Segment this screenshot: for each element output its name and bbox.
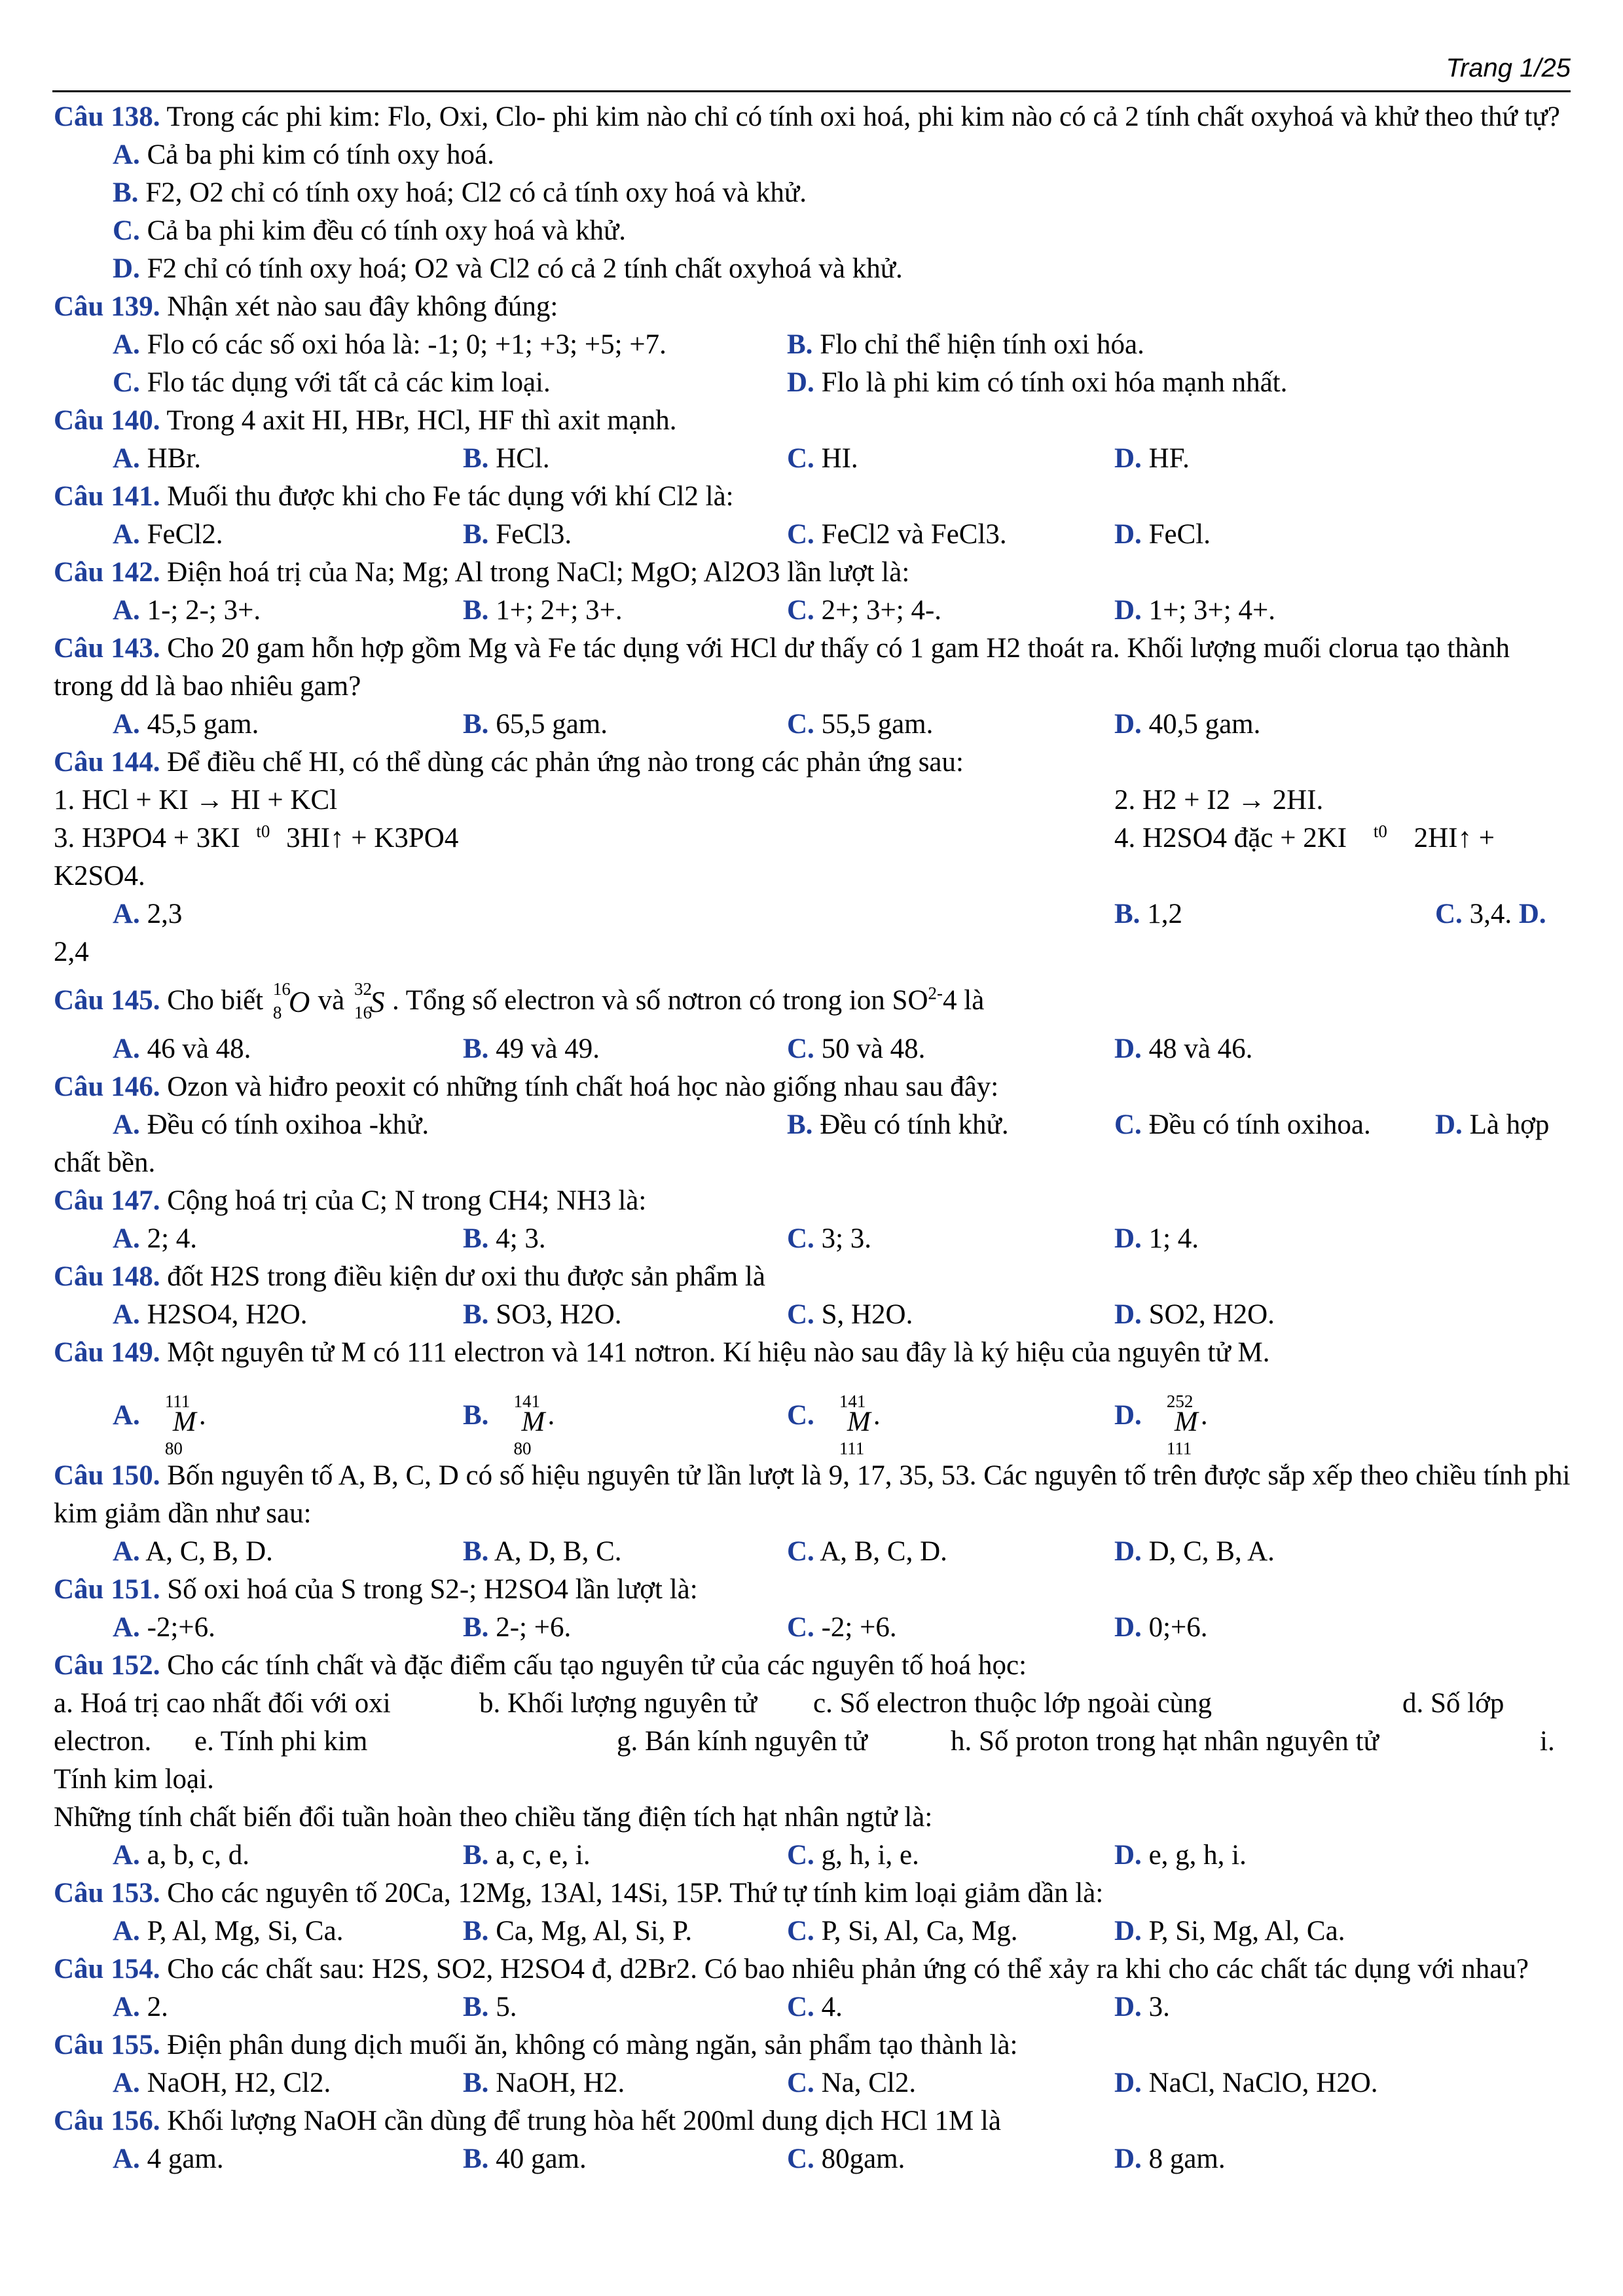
option-c: C. 2+; 3+; 4-. <box>787 595 942 626</box>
page-number: Trang 1/25 <box>1446 54 1571 82</box>
option-d: D. Flo là phi kim có tính oxi hóa mạnh nhất. <box>787 367 1288 398</box>
reaction-row <box>54 819 1573 857</box>
option-b: B. 141 M 80 . <box>463 1391 555 1458</box>
option-d: D. SO2, H2O. <box>1114 1299 1275 1330</box>
option-d: D. FeCl. <box>1114 519 1211 550</box>
option-d: D. F2 chỉ có tính oxy hoá; O2 và Cl2 có cả 2 tính chất oxyhoá và khử. <box>113 253 903 284</box>
option-c: C. A, B, C, D. <box>787 1536 947 1567</box>
option-d-wrap: chất bền. <box>54 1147 156 1178</box>
option-b: B. 1,2 <box>1114 899 1182 929</box>
option-c: C. P, Si, Al, Ca, Mg. <box>787 1916 1018 1946</box>
option-b: B. 1+; 2+; 3+. <box>463 595 623 626</box>
question-138 <box>54 98 1573 136</box>
options-row <box>54 2140 1573 2178</box>
option-a: A. 1-; 2-; 3+. <box>113 595 261 626</box>
option-a: A. 46 và 48. <box>113 1033 251 1064</box>
option-a: A. NaOH, H2, Cl2. <box>113 2068 331 2098</box>
question-147: Câu 147. Cộng hoá trị của C; N trong CH4; NH3 là: <box>54 1185 647 1216</box>
option-d: 2,4 <box>54 937 89 967</box>
options-row <box>54 1988 1573 2026</box>
option-d: D. 1+; 3+; 4+. <box>1114 595 1275 626</box>
option-b: B. 4; 3. <box>463 1223 546 1254</box>
options-row <box>54 364 1573 402</box>
question-154: Câu 154. Cho các chất sau: H2S, SO2, H2SO4 đ, d2Br2. Có bao nhiêu phản ứng có thể xảy ra khi cho các chất tác dụng với nhau? <box>54 1954 1529 1984</box>
property-row: a. Hoá trị cao nhất đối với oxi b. Khối lượng nguyên tử c. Số electron thuộc lớp ngoài cùng d. Số lớp <box>54 1688 1504 1719</box>
option-a: A. 2; 4. <box>113 1223 198 1254</box>
question-152: Câu 152. Cho các tính chất và đặc điểm cấu tạo nguyên tử của các nguyên tố hoá học: <box>54 1650 1027 1681</box>
option-a: A. 2,3 <box>113 899 183 929</box>
question-156: Câu 156. Khối lượng NaOH cần dùng để trung hòa hết 200ml dung dịch HCl 1M là <box>54 2106 1001 2136</box>
question-text: Trong các phi kim: Flo, Oxi, Clo- phi kim nào chỉ có tính oxi hoá, phi kim nào có cả 2 tính chất oxyhoá và khử theo thứ tự? <box>160 101 1560 132</box>
options-row <box>54 1220 1573 1258</box>
question-139: Câu 139. Nhận xét nào sau đây không đúng: <box>54 291 558 322</box>
option-c: C. -2; +6. <box>787 1612 897 1643</box>
option-c: C. 3; 3. <box>787 1223 872 1254</box>
options-row <box>54 1030 1573 1068</box>
document-body: Câu 138. Trong các phi kim: Flo, Oxi, Clo- phi kim nào chỉ có tính oxi hoá, phi kim nào có cả 2 tính chất oxyhoá và khử theo thứ tự? A. Cả ba phi kim có tính oxy hoá. B. F2, O2 chỉ có tính oxy hoá; Cl2 có cả tính oxy hoá và khử. C. Cả ba phi kim đều có tính oxy hoá và khử. D. F2 chỉ có tính oxy hoá; O2 và Cl2 có cả 2 tính chất oxyhoá và khử. Câu 139. Nhận xét nào sau đây không đúng: A. Flo có các số oxi hóa là: -1; 0; +1; +3; +5; +7. B. Flo chỉ thể hiện tính oxi hóa. C. Flo tác dụng với tất cả các kim loại. D. Flo là phi kim có tính oxi hóa mạnh nhất. Câu 140. Trong 4 axit HI, HBr, HCl, HF thì axit mạnh. A. HBr. B. HCl. C. HI. D. HF. Câu 141. Muối thu được khi cho Fe tác dụng với khí Cl2 là: A. FeCl2. B. FeCl3. C. FeCl2 và FeCl3. D. FeCl. Câu 142. Điện hoá trị của Na; Mg; Al trong NaCl; MgO; Al2O3 lần lượt là: A. 1-; 2-; 3+. B. 1+; 2+; 3+. C. 2+; 3+; 4-. D. 1+; 3+; 4+. Câu 143. Cho 20 gam hỗn hợp gồm Mg và Fe tác dụng với HCl dư thấy có 1 gam H2 thoát ra. Khối lượng muối clorua tạo thành trong dd là bao nhiêu gam? A. 45,5 gam. B. 65,5 gam. C. 55,5 gam. D. 40,5 gam. Câu 144. Để điều chế HI, có thể dùng các phản ứng nào trong các phản ứng sau: 1. HCl + KI → HI + KCl 2. H2 + I2 → 2HI. 3. H3PO4 + 3KI $^{t0}$ 3HI↑ + K3PO4 4. H2SO4 đặc + 2KI $^{t0}$ 2HI↑ + K2SO4. A. 2,3 B. 1,2 C. 3,4. D. 2,4 Câu 145. Cho biết 16 8 O và 32 16 S . Tổng số electron và số nơtron có trong ion $SO^{2-}4$ là A. 46 và 48. B. 49 và 49. C. 50 và 48. D. 48 và 46. Câu 146. Ozon và hiđro peoxit có những tính chất hoá học nào giống nhau sau đây: A. Đều có tính oxihoa -khử. B. Đều có tính khử. C. Đều có tính oxihoa. D. Là hợp chất bền. Câu 147. Cộng hoá trị của C; N trong CH4; NH3 là: A. 2; 4. B. 4; 3. C. 3; 3. D. 1; 4. Câu 148. đốt H2S trong điều kiện dư oxi thu được sản phẩm là A. H2SO4, H2O. B. SO3, H2O. C. S, H2O. D. SO2, H2O. Câu 149. Một nguyên tử M có 111 electron và 141 nơtron. Kí hiệu nào sau đây là ký hiệu của nguyên tử M. A. 111 M 80 . B. 141 M 80 . C. 141 M 111 . D. 252 M 111 . Câu 150. Bốn nguyên tố A, B, C, D có số hiệu nguyên tử lần lượt là 9, 17, 35, 53. Các nguyên tố trên được sắp xếp theo chiều tính phi kim giảm dần như sau: A. A, C, B, D. B. A, D, B, C. C. A, B, C, D. D. D, C, B, A. Câu 151. Số oxi hoá của S trong S2-; H2SO4 lần lượt là: A. -2;+6. B. 2-; +6. C. -2; +6. D. 0;+6. Câu 152. Cho các tính chất và đặc điểm cấu tạo nguyên tử của các nguyên tố hoá học: a. Hoá trị cao nhất đối với oxi b. Khối lượng nguyên tử c. Số electron thuộc lớp ngoài cùng d. Số lớp electron. e. Tính phi kim g. Bán kính nguyên tử h. Số proton trong hạt nhân nguyên tử i. Tính kim loại. Những tính chất biến đổi tuần hoàn theo chiều tăng điện tích hạt nhân ngtử là: A. a, b, c, d. B. a, c, e, i. C. g, h, i, e. D. e, g, h, i. Câu 153. Cho các nguyên tố 20Ca, 12Mg, 13Al, 14Si, 15P. Thứ tự tính kim loại giảm dần là: A. P, Al, Mg, Si, Ca. B. Ca, Mg, Al, Si, P. C. P, Si, Al, Ca, Mg. D. P, Si, Mg, Al, Ca. Câu 154. Cho các chất sau: H2S, SO2, H2SO4 đ, d2Br2. Có bao nhiêu phản ứng có thể xảy ra khi cho các chất tác dụng với nhau? A. 2. B. 5. C. 4. D. 3. Câu 155. Điện phân dung dịch muối ăn, không có màng ngăn, sản phẩm tạo thành là: A. NaOH, H2, Cl2. B. NaOH, H2. C. Na, Cl2. D. NaCl, NaClO, H2O. Câu 156. Khối lượng NaOH cần dùng để trung hòa hết 200ml dung dịch HCl 1M là A. 4 gam. B. 40 gam. C. 80gam. D. 8 gam. <box>54 98 1573 2178</box>
options-row <box>54 1106 1573 1144</box>
option-d: D. 40,5 gam. <box>1114 709 1261 740</box>
question-141: Câu 141. Muối thu được khi cho Fe tác dụng với khí Cl2 là: <box>54 481 734 512</box>
option-b: B. SO3, H2O. <box>463 1299 622 1330</box>
option-c: C. Flo tác dụng với tất cả các kim loại. <box>113 367 551 398</box>
option-b: B. a, c, e, i. <box>463 1840 591 1871</box>
option-c: C. S, H2O. <box>787 1299 913 1330</box>
page-header <box>52 51 1571 92</box>
question-153: Câu 153. Cho các nguyên tố 20Ca, 12Mg, 13Al, 14Si, 15P. Thứ tự tính kim loại giảm dần là: <box>54 1878 1104 1909</box>
option-c: C. 80gam. <box>787 2144 905 2174</box>
reaction-4: 4. H2SO4 đặc + 2KI $^{t0}$ 2HI↑ + <box>1114 821 1495 853</box>
options-row <box>54 440 1573 478</box>
option-c: C. HI. <box>787 443 858 474</box>
option-c: C. Na, Cl2. <box>787 2068 917 2098</box>
question-151: Câu 151. Số oxi hoá của S trong S2-; H2SO4 lần lượt là: <box>54 1574 698 1605</box>
option-d: D. e, g, h, i. <box>1114 1840 1247 1871</box>
option-b: B. A, D, B, C. <box>463 1536 622 1567</box>
option-a: A. -2;+6. <box>113 1612 215 1643</box>
option-b: B. 40 gam. <box>463 2144 587 2174</box>
option-a: A. HBr. <box>113 443 201 474</box>
option-c: C. g, h, i, e. <box>787 1840 919 1871</box>
option-b: B. 65,5 gam. <box>463 709 608 740</box>
option-b: B. Flo chỉ thể hiện tính oxi hóa. <box>787 329 1144 360</box>
question-148: Câu 148. đốt H2S trong điều kiện dư oxi thu được sản phẩm là <box>54 1261 765 1292</box>
option-c: C. FeCl2 và FeCl3. <box>787 519 1007 550</box>
option-a: A. Đều có tính oxihoa -khử. <box>113 1109 429 1140</box>
option-b: B. 49 và 49. <box>463 1033 600 1064</box>
options-row <box>54 1837 1573 1874</box>
option-d: D. 48 và 46. <box>1114 1033 1253 1064</box>
option-a: A. Cả ba phi kim có tính oxy hoá. <box>113 139 494 170</box>
option-d: D. HF. <box>1114 443 1190 474</box>
option-a: A. 45,5 gam. <box>113 709 259 740</box>
reaction-3: 3. H3PO4 + 3KI $^{t0}$ 3HI↑ + K3PO4 <box>54 821 459 853</box>
options-row <box>54 326 1573 364</box>
option-b: B. HCl. <box>463 443 550 474</box>
option-b: B. F2, O2 chỉ có tính oxy hoá; Cl2 có cả tính oxy hoá và khử. <box>113 177 807 208</box>
option-d: D. D, C, B, A. <box>1114 1536 1275 1567</box>
option-b: B. FeCl3. <box>463 519 572 550</box>
option-a: A. Flo có các số oxi hóa là: -1; 0; +1; +3; +5; +7. <box>113 329 666 360</box>
option-c: C. 55,5 gam. <box>787 709 934 740</box>
option-c: C. 3,4. D. <box>1435 899 1546 929</box>
option-d: D. 0;+6. <box>1114 1612 1208 1643</box>
reaction-row <box>54 781 1573 819</box>
question-140: Câu 140. Trong 4 axit HI, HBr, HCl, HF thì axit mạnh. <box>54 405 677 436</box>
question-145: Câu 145. Cho biết 16 8 O và 32 16 S . Tổng số electron và số nơtron có trong ion $SO^{2-}4$ là <box>54 979 985 1022</box>
option-d: D. 8 gam. <box>1114 2144 1226 2174</box>
options-row <box>54 1296 1573 1334</box>
option-c: C. Đều có tính oxihoa. <box>1114 1109 1371 1140</box>
options-row <box>54 1912 1573 1950</box>
option-d: D. NaCl, NaClO, H2O. <box>1114 2068 1378 2098</box>
reaction-1: 1. HCl + KI → HI + KCl <box>54 785 338 816</box>
options-row <box>54 1372 1573 1457</box>
oxygen-16-symbol: 16 8 O <box>272 979 310 1022</box>
question-146: Câu 146. Ozon và hiđro peoxit có những tính chất hoá học nào giống nhau sau đây: <box>54 1071 999 1102</box>
option-c: C. Cả ba phi kim đều có tính oxy hoá và khử. <box>113 215 627 246</box>
option-d: D. 252 M 111 . <box>1114 1391 1208 1458</box>
property-row: electron. e. Tính phi kim g. Bán kính nguyên tử h. Số proton trong hạt nhân nguyên tử i. <box>54 1726 1555 1757</box>
question-number: Câu 138. <box>54 101 160 132</box>
option-a: A. 2. <box>113 1992 168 2022</box>
options-row <box>54 1533 1573 1571</box>
question-155: Câu 155. Điện phân dung dịch muối ăn, không có màng ngăn, sản phẩm tạo thành là: <box>54 2030 1018 2060</box>
option-a: A. 111 M 80 . <box>113 1391 206 1458</box>
option-d: D. P, Si, Mg, Al, Ca. <box>1114 1916 1345 1946</box>
reaction-4-wrap: K2SO4. <box>54 861 145 891</box>
option-a: A. FeCl2. <box>113 519 223 550</box>
question-143: Câu 143. Cho 20 gam hỗn hợp gồm Mg và Fe tác dụng với HCl dư thấy có 1 gam H2 thoát ra. Khối lượng muối clorua tạo thành trong dd là bao nhiêu gam? <box>54 633 1510 702</box>
options-row <box>54 706 1573 744</box>
question-149: Câu 149. Một nguyên tử M có 111 electron và 141 nơtron. Kí hiệu nào sau đây là ký hiệu của nguyên tử M. <box>54 1337 1270 1368</box>
option-a: A. P, Al, Mg, Si, Ca. <box>113 1916 344 1946</box>
option-b: B. Ca, Mg, Al, Si, P. <box>463 1916 693 1946</box>
option-d: D. Là hợp <box>1435 1109 1550 1140</box>
option-a: A. H2SO4, H2O. <box>113 1299 308 1330</box>
options-row <box>54 1609 1573 1647</box>
options-row <box>54 592 1573 630</box>
question-150: Câu 150. Bốn nguyên tố A, B, C, D có số hiệu nguyên tử lần lượt là 9, 17, 35, 53. Các nguyên tố trên được sắp xếp theo chiều tính phi kim giảm dần như sau: <box>54 1460 1571 1529</box>
option-c: C. 141 M 111 . <box>787 1391 881 1458</box>
option-b: B. NaOH, H2. <box>463 2068 625 2098</box>
option-a: A. a, b, c, d. <box>113 1840 249 1871</box>
option-b: B. 5. <box>463 1992 517 2022</box>
reaction-2: 2. H2 + I2 → 2HI. <box>1114 785 1324 816</box>
options-row <box>54 2064 1573 2102</box>
question-144: Câu 144. Để điều chế HI, có thể dùng các phản ứng nào trong các phản ứng sau: <box>54 747 964 778</box>
question-142: Câu 142. Điện hoá trị của Na; Mg; Al trong NaCl; MgO; Al2O3 lần lượt là: <box>54 557 910 588</box>
option-b: B. Đều có tính khử. <box>787 1109 1009 1140</box>
sulfur-32-symbol: 32 16 S <box>354 979 385 1022</box>
option-c: C. 4. <box>787 1992 843 2022</box>
options-row <box>54 516 1573 554</box>
options-row <box>54 895 1573 933</box>
option-d: D. 1; 4. <box>1114 1223 1199 1254</box>
option-d: D. 3. <box>1114 1992 1170 2022</box>
option-b: B. 2-; +6. <box>463 1612 572 1643</box>
option-a: A. A, C, B, D. <box>113 1536 273 1567</box>
option-c: C. 50 và 48. <box>787 1033 926 1064</box>
option-a: A. 4 gam. <box>113 2144 224 2174</box>
